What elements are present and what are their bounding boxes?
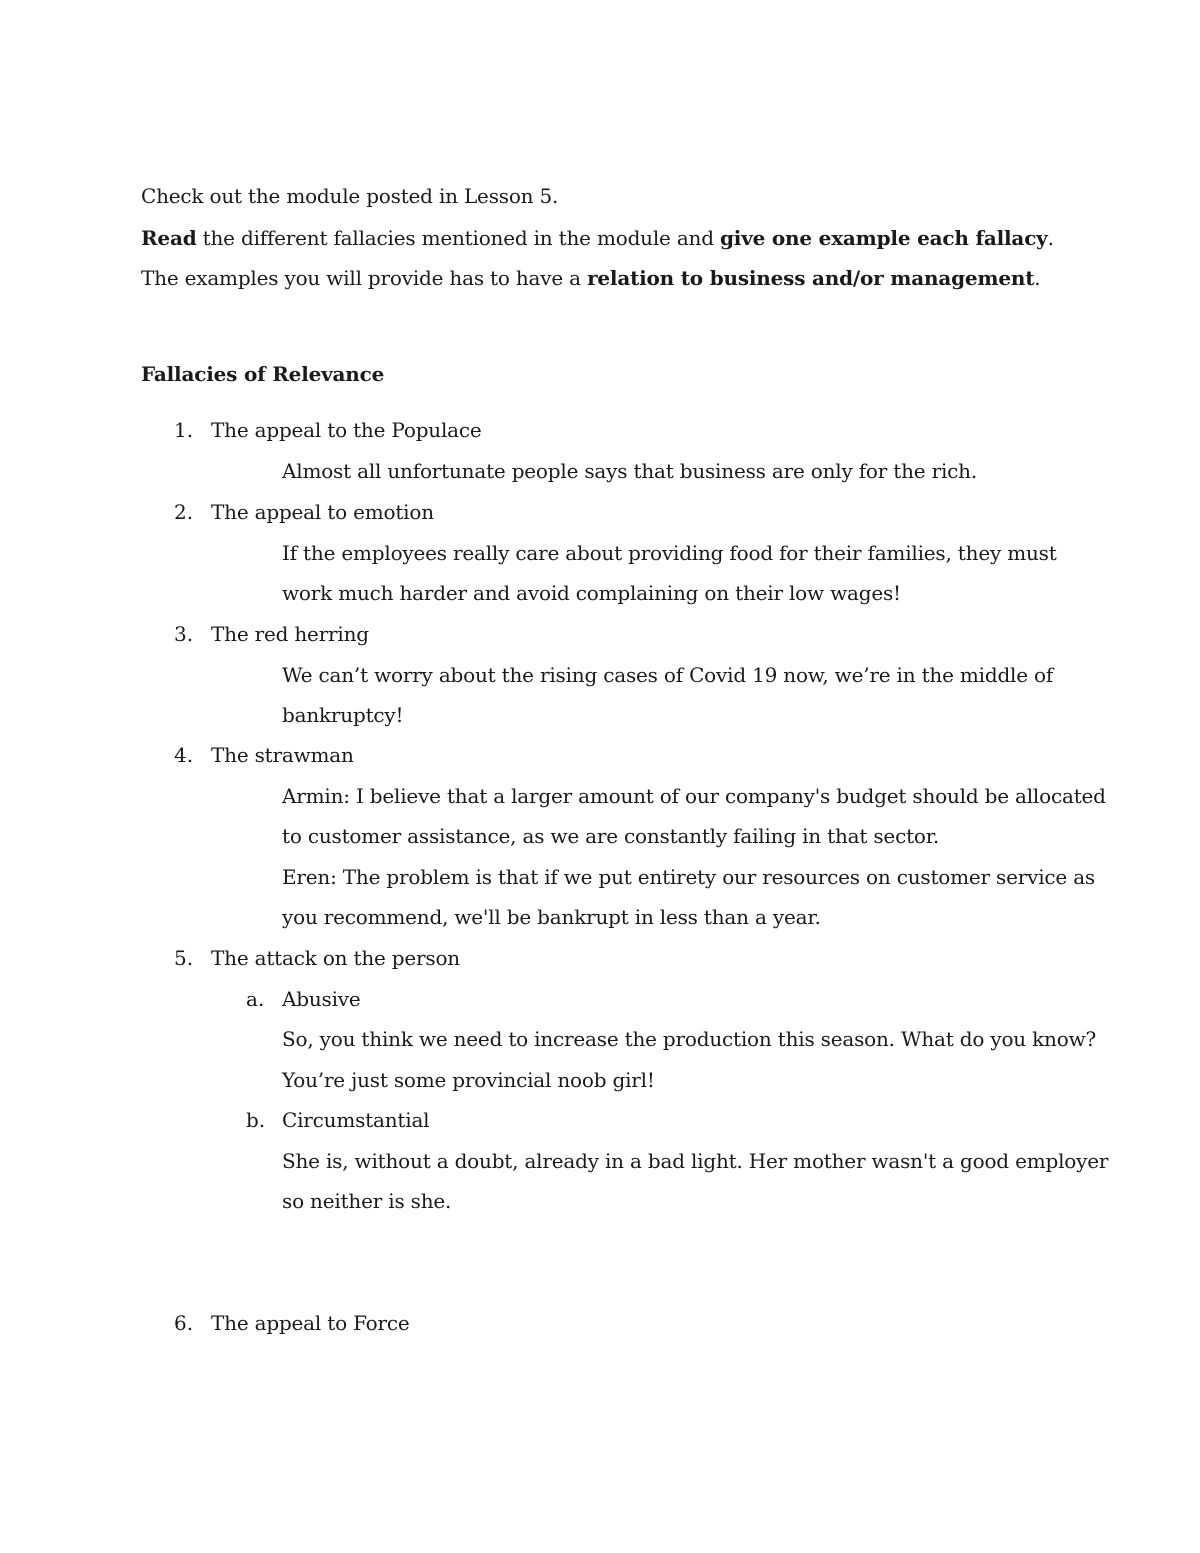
item-title: The strawman (211, 743, 354, 767)
subitem-letter: b. (246, 1108, 266, 1132)
item-title: The appeal to the Populace (211, 418, 482, 442)
item-example-line: you recommend, we'll be bankrupt in less than a year. (282, 905, 821, 929)
item-number: 3. (174, 622, 194, 646)
item-number: 5. (174, 946, 194, 970)
intro-give-example-bold: give one example each fallacy (720, 226, 1048, 250)
item-example-line: Armin: I believe that a larger amount of our company's budget should be allocated (282, 784, 1106, 808)
item-number: 1. (174, 418, 194, 442)
subitem-example-line: She is, without a doubt, already in a bad light. Her mother wasn't a good employer (282, 1149, 1109, 1173)
item-number: 2. (174, 500, 194, 524)
intro-text-1: Check out the module posted in Lesson 5. (141, 184, 559, 208)
intro-read-bold: Read (141, 226, 197, 250)
item-title: The attack on the person (211, 946, 460, 970)
item-example-line: work much harder and avoid complaining on their low wages! (282, 581, 901, 605)
intro-relation-bold: relation to business and/or management (587, 266, 1035, 290)
subitem-title: Abusive (282, 987, 361, 1011)
item-example-line: We can’t worry about the rising cases of Covid 19 now, we’re in the middle of (282, 663, 1054, 687)
subitem-example-line: So, you think we need to increase the production this season. What do you know? (282, 1027, 1097, 1051)
item-title: The red herring (211, 622, 369, 646)
subitem-example-line: so neither is she. (282, 1189, 452, 1213)
section-heading: Fallacies of Relevance (141, 362, 385, 386)
intro-text-2: the different fallacies mentioned in the module and (196, 226, 721, 250)
intro-line-3 (141, 266, 1040, 290)
subitem-example-line: You’re just some provincial noob girl! (282, 1068, 655, 1092)
intro-line-2 (141, 226, 1054, 250)
item-example-line: If the employees really care about providing food for their families, they must (282, 541, 1057, 565)
subitem-letter: a. (246, 987, 265, 1011)
item-number: 4. (174, 743, 194, 767)
item-example-line: bankruptcy! (282, 703, 404, 727)
intro-period-3: . (1034, 266, 1041, 290)
intro-period-2: . (1047, 226, 1054, 250)
intro-text-3: The examples you will provide has to have a (141, 266, 588, 290)
subitem-title: Circumstantial (282, 1108, 430, 1132)
item-number: 6. (174, 1311, 194, 1335)
item-example-line: Almost all unfortunate people says that business are only for the rich. (282, 459, 977, 483)
item-example-line: to customer assistance, as we are constantly failing in that sector. (282, 824, 940, 848)
intro-line-1 (141, 184, 558, 208)
item-title: The appeal to emotion (211, 500, 434, 524)
item-title: The appeal to Force (211, 1311, 410, 1335)
item-example-line: Eren: The problem is that if we put entirety our resources on customer service as (282, 865, 1095, 889)
